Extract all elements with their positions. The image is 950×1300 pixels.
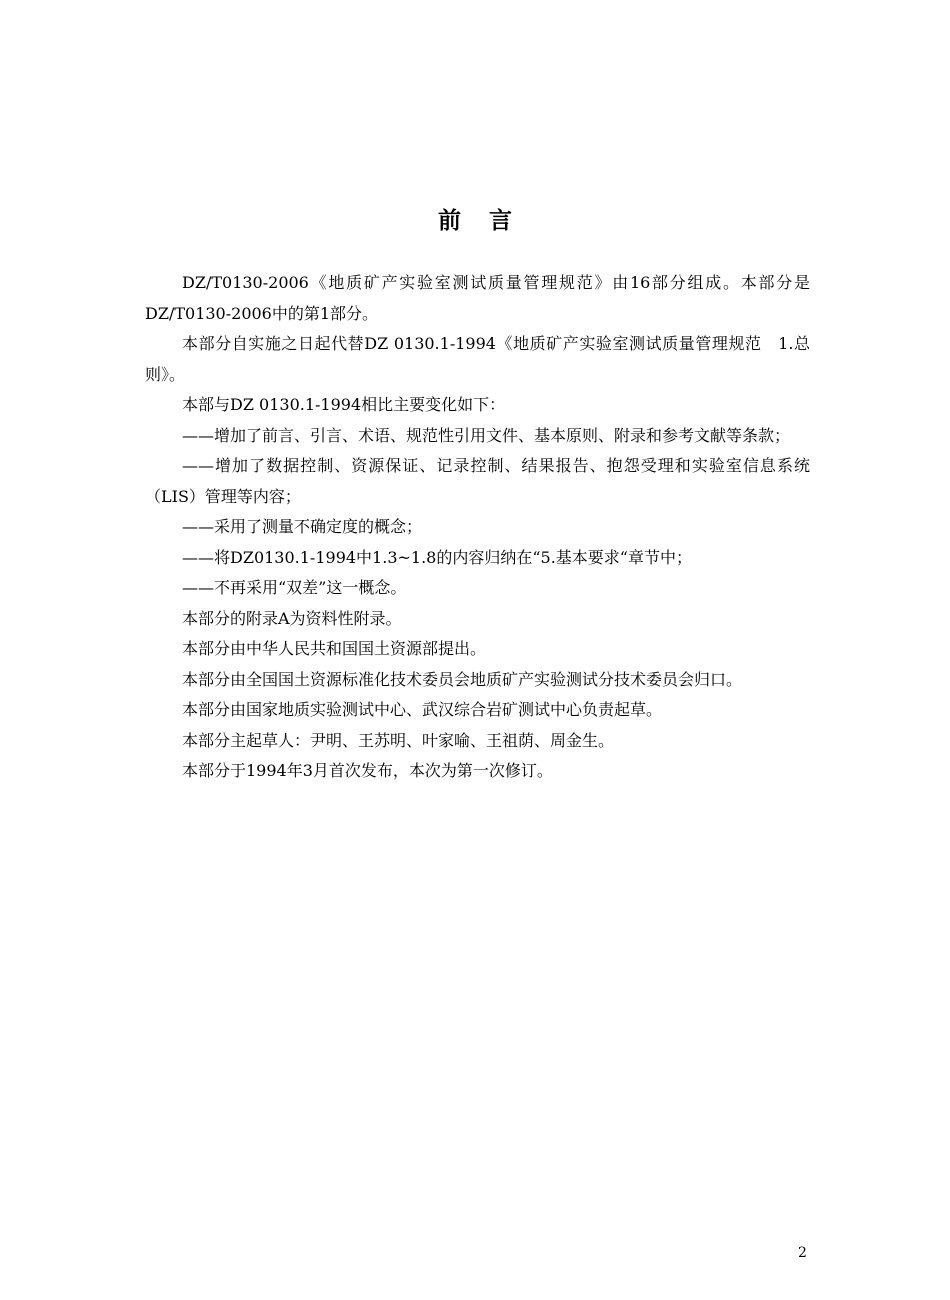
change-item: ——不再采用“双差”这一概念。 [182, 578, 407, 597]
title-char-1: 前 [438, 208, 461, 234]
paragraph: 本部分由全国国土资源标准化技术委员会地质矿产实验测试分技术委员会归口。 [182, 669, 743, 689]
paragraph: 本部与DZ 0130.1-1994相比主要变化如下： [182, 395, 506, 414]
paragraph: 本部分的附录A为资料性附录。 [182, 608, 402, 628]
paragraph: DZ/T0130-2006《地质矿产实验室测试质量管理规范》由16部分组成。本部分是DZ/T0130-2006中的第1部分。 [145, 273, 810, 323]
change-item: ——将DZ0130.1-1994中1.3~1.8的内容归纳在“5.基本要求“章节中； [182, 547, 692, 567]
change-item: ——增加了数据控制、资源保证、记录控制、结果报告、抱怨受理和实验室信息系统（LIS）管理等内容； [145, 456, 810, 506]
change-item: ——采用了测量不确定度的概念； [182, 517, 423, 536]
change-item: ——增加了前言、引言、术语、规范性引用文件、基本原则、附录和参考文献等条款； [182, 425, 791, 445]
title-char-2: 言 [489, 208, 512, 234]
paragraph: 本部分主起草人：尹明、王苏明、叶家喻、王祖荫、周金生。 [182, 730, 615, 750]
page-title [0, 202, 950, 235]
page-number: 2 [798, 1245, 807, 1261]
paragraph: 本部分由中华人民共和国国土资源部提出。 [182, 639, 487, 658]
paragraph: 本部分于1994年3月首次发布，本次为第一次修订。 [182, 761, 553, 780]
paragraph: 本部分由国家地质实验测试中心、武汉综合岩矿测试中心负责起草。 [182, 700, 663, 719]
paragraph: 本部分自实施之日起代替DZ 0130.1-1994《地质矿产实验室测试质量管理规范 1.总则》。 [145, 334, 810, 384]
foreword-body [145, 268, 810, 787]
